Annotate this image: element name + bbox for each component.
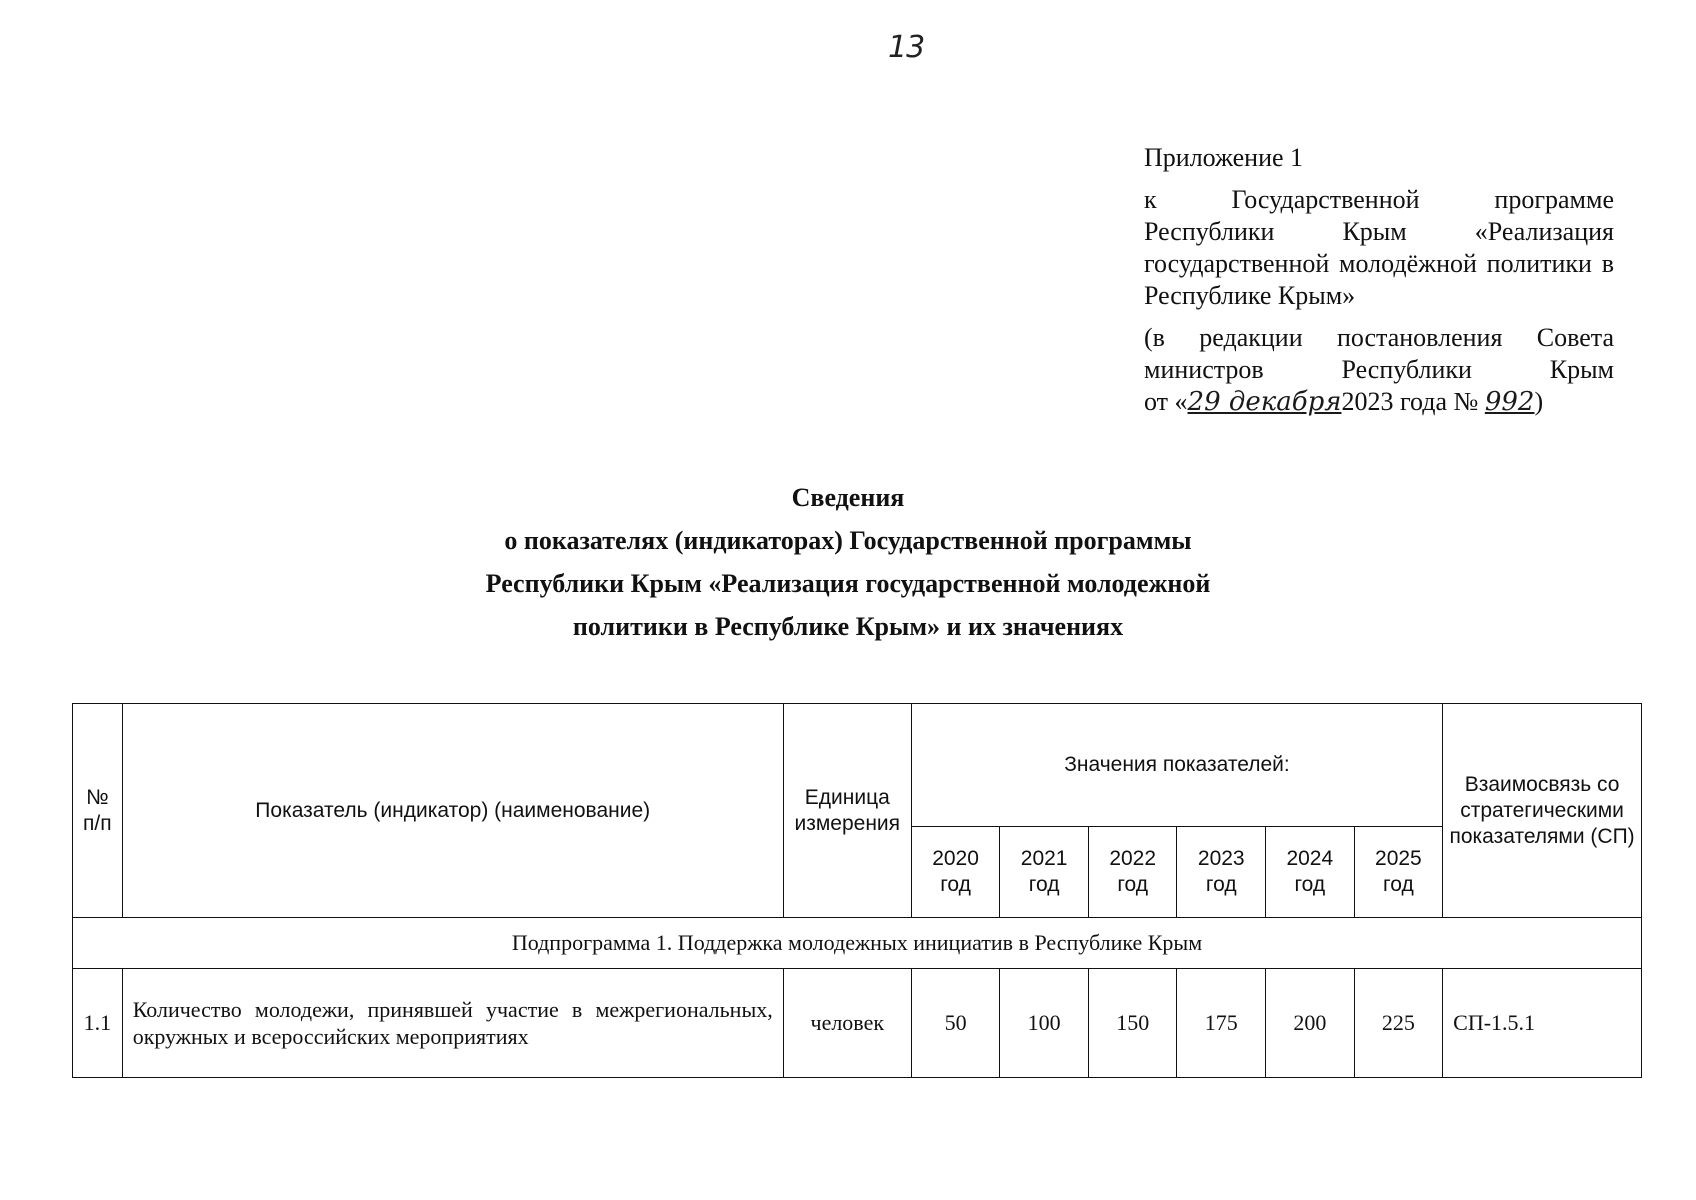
header-num: № п/п — [73, 704, 123, 918]
header-year: 2024 год — [1266, 827, 1355, 918]
handwritten-date: 29 декабря — [1187, 387, 1342, 417]
title-line-4: политики в Республике Крым» и их значениях — [572, 612, 1124, 641]
header-year: 2025 год — [1354, 827, 1443, 918]
appendix-text-line1: к Государственной программе — [1144, 185, 1614, 214]
row-num: 1.1 — [73, 969, 123, 1078]
appendix-date-line — [1144, 387, 1543, 416]
row-value-2020: 50 — [911, 969, 1000, 1078]
table-row — [73, 969, 1642, 1078]
title-line-1: Сведения — [791, 483, 905, 512]
header-name: Показатель (индикатор) (наименование) — [122, 704, 783, 918]
date-middle: 2023 года № — [1341, 387, 1479, 416]
date-suffix: ) — [1534, 387, 1544, 416]
row-value-2022: 150 — [1088, 969, 1177, 1078]
row-strategic-link: СП-1.5.1 — [1443, 969, 1642, 1078]
appendix-text-rest: Республики Крым «Реализация государственной молодёжной политики в Республике Крым» — [1144, 217, 1614, 310]
appendix-edition-line1: (в редакции постановления Совета — [1144, 323, 1614, 352]
header-year: 2022 год — [1088, 827, 1177, 918]
header-values: Значения показателей: — [911, 704, 1442, 827]
row-value-2024: 200 — [1266, 969, 1355, 1078]
appendix-title: Приложение 1 — [1144, 143, 1304, 172]
appendix-edition — [1144, 322, 1614, 418]
title-line-3: Республики Крым «Реализация государственной молодежной — [485, 569, 1211, 598]
header-year: 2020 год — [911, 827, 1000, 918]
header-link: Взаимосвязь со стратегическими показателями (СП) — [1443, 704, 1642, 918]
row-value-2021: 100 — [1000, 969, 1089, 1078]
indicators-table — [72, 703, 1642, 1078]
handwritten-number: 992 — [1484, 387, 1535, 417]
row-indicator-name: Количество молодежи, принявшей участие в межрегиональных, окружных и всероссийских мероприятиях — [122, 969, 783, 1078]
header-unit: Единица измерения — [783, 704, 911, 918]
table-header-row — [73, 704, 1642, 827]
title-line-2: о показателях (индикаторах) Государственной программы — [504, 526, 1192, 555]
row-unit: человек — [783, 969, 911, 1078]
appendix-edition-line2: министров Республики Крым — [1144, 355, 1614, 384]
appendix-program-reference — [1144, 184, 1614, 312]
subprogram-title: Подпрограмма 1. Поддержка молодежных инициатив в Республике Крым — [73, 918, 1642, 969]
page-number: 13 — [888, 30, 925, 65]
header-year: 2023 год — [1177, 827, 1266, 918]
header-year: 2021 год — [1000, 827, 1089, 918]
document-title — [0, 476, 1696, 648]
subprogram-row — [73, 918, 1642, 969]
row-value-2025: 225 — [1354, 969, 1443, 1078]
appendix-block — [1144, 142, 1614, 428]
date-prefix: от « — [1144, 387, 1188, 416]
row-value-2023: 175 — [1177, 969, 1266, 1078]
